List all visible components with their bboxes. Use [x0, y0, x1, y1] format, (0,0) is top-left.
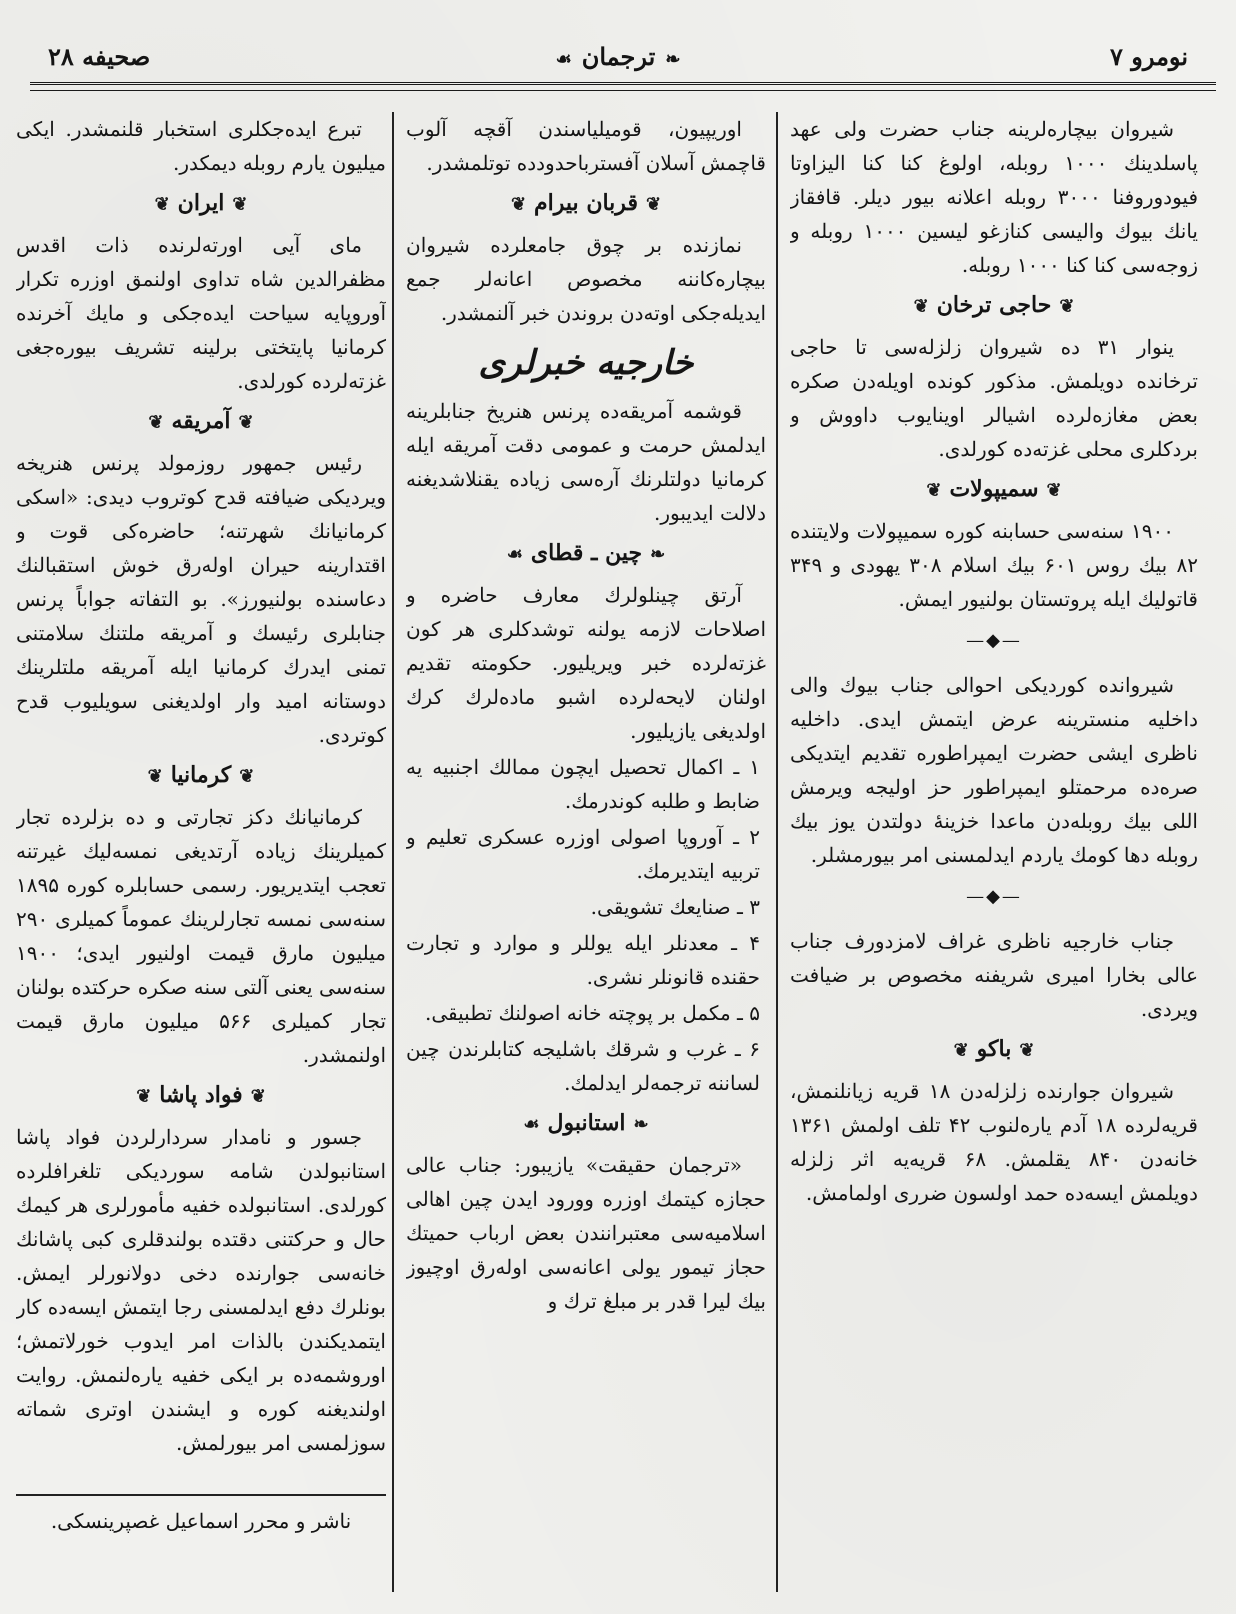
publisher-line: ناشر و محرر اسماعیل غصپرینسکی. — [50, 1509, 352, 1533]
list-item: ۵ ـ مکمل بر پوچته خانه اصولنك تطبیقی. — [425, 1001, 760, 1025]
ornament-icon: ❦ — [1046, 480, 1062, 501]
ornament-icon: ❦ — [645, 194, 662, 215]
ornament-icon: ❧ — [633, 1114, 649, 1135]
section-heading — [406, 536, 766, 572]
article-paragraph: شیروان جوارنده زلزله‌دن ۱۸ قریه زیانلنمش، قریه‌لرده ۱۸ آدم یاره‌لنوب ۴۲ تلف اولمش ۱۳۶۱ خانه‌دن ۸۴۰ یقلمش. ۶۸ قریه‌یه اثر زلزله دویلمش ایسه‌ده حمد اولسون ضرری اولمامش. — [790, 1079, 1198, 1205]
ornament-icon: ❦ — [232, 194, 248, 215]
article-paragraph: کرمانیانك دکز تجارتی و ده بزلرده تجار کمیلرینك زیاده آرتدیغی نمسه‌لیك غیرتنه تعجب ایتدیریور. رسمی حسابلره کوره ۱۸۹۵ سنه‌سی نمسه تجارلرینك عموماً کمیلری ۲۹۰ میلیون مارق قیمت اولنیور ایدی؛ ۱۹۰۰ سنه‌سی یعنی آلتی سنه صکره حرکتده بولنان تجار کمیلری ۵۶۶ میلیون مارق قیمت اولنمشدر. — [16, 805, 386, 1067]
ornament-icon: ❦ — [510, 194, 527, 215]
list-item: ۱ ـ اکمال تحصیل ایچون ممالك اجنبیه یه ضابط و طلبه کوندرمك. — [406, 755, 760, 813]
article-paragraph: شیروانده کوردیکی احوالی جناب بیوك والی داخلیه منسترینه عرض ایتمش ایدی. داخلیه ناظری ایشی حضرت ایمپراطوره تقدیم ایتدیکی صره‌ده مرحمتلو ایمپراطور حز اولیجه ویرمش اللی بیك روبله‌دن ماعدا خزینهٔ دولتدن یوز بیك روبله دها کومك یاردم ایدلمسنی امر بیورمشلر. — [790, 673, 1198, 867]
section-heading — [790, 1032, 1198, 1068]
ornament-icon: ❦ — [1019, 1040, 1035, 1061]
ornament-icon: ❦ — [238, 412, 254, 433]
section-heading-text: چین ـ قطای — [530, 540, 643, 566]
section-heading-text: باکو — [976, 1036, 1012, 1062]
ornament-icon: ☙ — [555, 49, 572, 70]
section-heading — [16, 1078, 386, 1114]
section-heading-text: حاجی ترخان — [936, 292, 1052, 318]
ornament-icon: ❦ — [154, 194, 170, 215]
section-heading-text: ایران — [177, 190, 225, 216]
section-heading — [16, 186, 386, 222]
article-paragraph: قوشمه آمریقه‌ده پرنس هنریخ جنابلرینه ایدلمش حرمت و عمومی دقت آمریقه ایله کرمانیا دولتلرنك آره‌سی زیاده یقنلاشدیغنه دلالت ایدیبور. — [406, 399, 766, 525]
column-divider — [776, 112, 778, 1592]
column-divider — [392, 112, 394, 1592]
section-heading-text: کرمانیا — [170, 762, 232, 788]
section-heading-text: سمیپولات — [949, 476, 1039, 502]
article-paragraph: جسور و نامدار سردارلردن فواد پاشا استانبولدن شامه سوردیکی تلغرافلرده کورلدی. استانبولده خفیه مأمورلری هر کیمك حال و حرکتنی دقتده بولندقلری کبی پاشانك خانه‌سی جوارنده دخی دولانورلر ایمش. بونلرك دفع ایدلمسنی رجا ایتمش ایسه‌ده کار ایتمدیکندن بالذات امر ایدوب خورلاتمش؛ اوروشمه‌ده بر ایکی خفیه یاره‌لنمش. روایت اولندیغنه کوره و ایشندن اوتری شماته سوزلمسی امر بیورلمش. — [16, 1125, 386, 1455]
section-heading — [16, 404, 386, 440]
section-heading-text: فواد پاشا — [159, 1082, 243, 1108]
article-paragraph: «ترجمان حقیقت» یازیبور: جناب عالی حجازه کیتمك اوزره وورود ایدن چین اهالی اسلامیه‌سی معتبرانندن بعض ارباب حمیتك حجاز تیمور یولی اعانه‌سی اوله‌رق اوچیوز بیك لیرا قدر بر مبلغ ترك و — [406, 1153, 766, 1313]
list-item: ۶ ـ غرب و شرقك باشلیجه کتابلرندن چین لساننه ترجمه‌لر ایدلمك. — [406, 1037, 760, 1095]
list-item: ۲ ـ آوروپا اصولی اوزره عسکری تعلیم و تربیه ایتدیرمك. — [406, 825, 760, 883]
ornament-icon: ❦ — [953, 1040, 969, 1061]
ornament-icon: ❦ — [136, 1086, 152, 1107]
article-paragraph: مای آیی اورته‌لرنده ذات اقدس مظفرالدین شاه تداوی اولنمق اوزره تکرار آوروپایه سیاحت ایده‌جکی و مایك آخرنده کرمانیا پایتختی برلینه تشریف بیوره‌جغی غزته‌لرده کورلدی. — [16, 233, 386, 393]
section-heading — [16, 758, 386, 794]
ornament-icon: ❦ — [148, 412, 164, 433]
page-number: صحیفه ۲۸ — [48, 42, 151, 71]
section-heading-text: آمریقه — [171, 408, 231, 434]
newspaper-title — [30, 42, 1206, 71]
article-paragraph: اوریپیون، قومیلیاسندن آقچه آلوب قاچمش آسلان آفسترباحدودده توتلمشدر. — [406, 117, 766, 175]
foreign-news-heading: خارجیه خبرلری — [478, 343, 694, 383]
column-middle — [406, 112, 766, 1602]
section-heading-text: قربان بیرام — [534, 190, 638, 216]
article-paragraph: آرتق چینلولرك معارف حاضره و اصلاحات لازمه یولنه توشدکلری هر کون غزته‌لرده خبر ویریلیور. حکومته تقدیم اولنان لایحه‌لرده اشبو ماده‌لرك کرك اولدیغی یازیلیور. — [406, 583, 766, 743]
section-heading — [406, 186, 766, 222]
article-paragraph: رئیس جمهور روزمولد پرنس هنریخه ویردیکی ضیافته قدح کوتروب دیدی: «اسکی کرمانیانك شهرتنه؛ حاضره‌کی قوت و اقتدارینه حیران اوله‌رق خوش استقبالنك دعاسنده بولنیورز». بو التفاته جواباً پرنس جنابلری رئیسك و آمریقه ملتنك سلامتنی تمنی ایدرك کرمانیا ایله آمریقه ملتلرینك دوستانه امید وار اولدیغنی سویلیوب قدح کوتردی. — [16, 451, 386, 747]
section-heading — [790, 472, 1198, 508]
ornament-icon: ❦ — [1059, 296, 1075, 317]
header-rule-thin — [30, 90, 1216, 91]
list-item: ۳ ـ صنایعك تشویقی. — [590, 895, 760, 919]
separator: —◆— — [966, 630, 1022, 651]
section-heading — [790, 288, 1198, 324]
list-item: ۴ ـ معدنلر ایله یوللر و موارد و تجارت حقنده قانونلر نشری. — [406, 931, 760, 989]
column-right — [790, 112, 1198, 1602]
separator: —◆— — [966, 886, 1022, 907]
article-paragraph: ۱۹۰۰ سنه‌سی حسابنه کوره سمیپولات ولایتنده ۸۲ بیك روس ۶۰۱ بیك اسلام ۳۰۸ یهودی و ۳۴۹ قاتولیك ایله پروتستان بولنیور ایمش. — [790, 519, 1198, 611]
ornament-icon: ❧ — [650, 544, 666, 565]
header-rule — [30, 82, 1216, 85]
section-heading — [406, 1106, 766, 1142]
ornament-icon: ❦ — [147, 766, 163, 787]
article-paragraph: شیروان بیچاره‌لرینه جناب حضرت ولی عهد پاسلدینك ۱۰۰۰ روبله، اولوغ کنا کنا الیزاوتا فیودوروفنا ۳۰۰۰ روبله اعلانه بیور دیلر. قافقاز یانك بیوك والیسی کنازغو لیسین ۱۰۰۰ روبله و زوجه‌سی کنا کنا ۱۰۰۰ روبله. — [790, 117, 1198, 277]
ornament-icon: ❦ — [913, 296, 929, 317]
ornament-icon: ❦ — [250, 1086, 266, 1107]
section-heading-text: استانبول — [547, 1110, 626, 1136]
ornament-icon: ❦ — [926, 480, 942, 501]
ornament-icon: ❦ — [239, 766, 255, 787]
ornament-icon: ❧ — [665, 49, 681, 70]
article-paragraph: نمازنده بر چوق جامعلرده شیروان بیچاره‌کاننه مخصوص اعانه‌لر جمع ایدیله‌جکی اوته‌دن بروندن خبر آلنمشدر. — [406, 233, 766, 325]
issue-number: نومرو ۷ — [1109, 42, 1188, 71]
ornament-icon: ☙ — [506, 544, 523, 565]
article-paragraph: ینوار ۳۱ ده شیروان زلزله‌سی تا حاجی ترخانده دویلمش. مذکور کونده اویله‌دن صکره بعض مغازه‌لرده اشیالر اوینایوب داووش و بردکلری محلی غزته‌ده کورلدی. — [790, 335, 1198, 461]
newspaper-title-text: ترجمان — [581, 42, 656, 71]
footer-rule — [16, 1494, 386, 1496]
ornament-icon: ☙ — [523, 1114, 540, 1135]
article-paragraph: تبرع ایده‌جکلری استخبار قلنمشدر. ایکی میلیون یارم روبله دیمکدر. — [16, 117, 386, 175]
column-left — [16, 112, 386, 1602]
article-paragraph: جناب خارجیه ناظری غراف لامزدورف جناب عالی بخارا امیری شریفنه مخصوص بر ضیافت ویردی. — [790, 929, 1198, 1021]
